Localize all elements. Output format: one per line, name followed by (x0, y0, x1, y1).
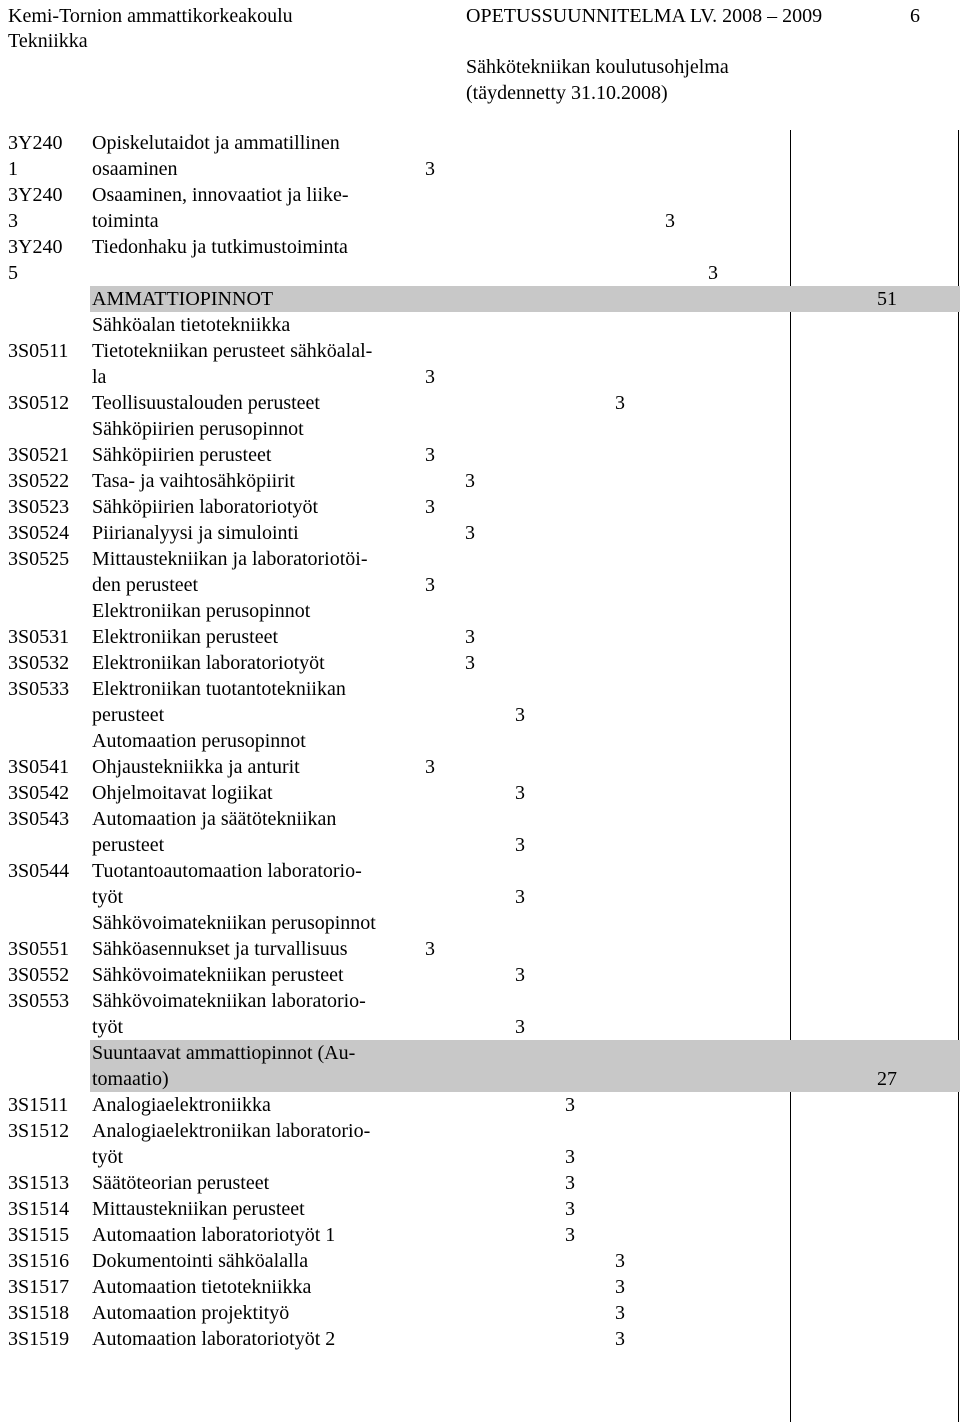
course-row (0, 546, 960, 598)
course-code: 3S0532 (8, 652, 70, 674)
course-row (0, 494, 960, 520)
credit-value: 3 (425, 496, 435, 518)
course-row (0, 858, 960, 910)
course-code: 3S0524 (8, 522, 70, 544)
course-code: 3S1517 (8, 1276, 70, 1298)
course-code: 3S0552 (8, 964, 70, 986)
course-code: 3S1512 (8, 1120, 70, 1142)
course-row (0, 780, 960, 806)
course-name: Piirianalyysi ja simulointi (92, 522, 299, 544)
course-row (0, 1326, 960, 1352)
section-row (0, 1040, 960, 1092)
course-name: Dokumentointi sähköalalla (92, 1250, 309, 1272)
course-code: 3S1515 (8, 1224, 70, 1246)
course-row (0, 962, 960, 988)
credit-value: 3 (465, 626, 475, 648)
credit-value: 3 (515, 886, 525, 908)
credit-value: 3 (425, 158, 435, 180)
credit-value: 3 (665, 210, 675, 232)
course-name: Analogiaelektroniikan laboratorio- työt (92, 1120, 371, 1168)
course-code: 3S0525 (8, 548, 70, 570)
course-code: 3S1514 (8, 1198, 70, 1220)
course-code: 3S1513 (8, 1172, 70, 1194)
course-row (0, 390, 960, 416)
course-code: 3S0553 (8, 990, 70, 1012)
course-code: 3S1516 (8, 1250, 70, 1272)
course-code: 3Y240 5 (8, 236, 63, 284)
course-name: Mittaustekniikan ja laboratoriotöi- den perusteet (92, 548, 368, 596)
course-row (0, 1196, 960, 1222)
course-name: Sähkövoimatekniikan perusopinnot (92, 912, 376, 934)
course-code: 3S0521 (8, 444, 70, 466)
course-code: 3S0512 (8, 392, 70, 414)
course-name: AMMATTIOPINNOT (92, 288, 274, 310)
course-name: Automaation laboratoriotyöt 1 (92, 1224, 336, 1246)
course-row (0, 520, 960, 546)
credit-value: 3 (615, 1302, 625, 1324)
course-code: 3Y240 1 (8, 132, 63, 180)
course-name: Automaation tietotekniikka (92, 1276, 312, 1298)
course-row (0, 624, 960, 650)
credit-value: 3 (515, 964, 525, 986)
credit-value: 3 (515, 704, 525, 726)
course-name: Ohjaustekniikka ja anturit (92, 756, 300, 778)
course-code: 3S0522 (8, 470, 70, 492)
credit-value: 3 (708, 262, 718, 284)
course-row (0, 676, 960, 728)
credit-value: 3 (615, 1276, 625, 1298)
course-name: Sähköasennukset ja turvallisuus (92, 938, 348, 960)
update-note: (täydennetty 31.10.2008) (466, 82, 668, 104)
course-code: 3S0542 (8, 782, 70, 804)
course-row (0, 1092, 960, 1118)
course-name: Sähköalan tietotekniikka (92, 314, 291, 336)
credit-value: 3 (465, 652, 475, 674)
course-code: 3S0551 (8, 938, 70, 960)
group-heading-row (0, 416, 960, 442)
course-row (0, 1274, 960, 1300)
course-name: Sähköpiirien perusopinnot (92, 418, 304, 440)
course-code: 3S1519 (8, 1328, 70, 1350)
department-name: Tekniikka (8, 30, 88, 52)
programme-name: Sähkötekniikan koulutusohjelma (466, 56, 729, 78)
credit-value: 3 (565, 1146, 575, 1168)
course-code: 3S0511 (8, 340, 69, 362)
course-name: Teollisuustalouden perusteet (92, 392, 320, 414)
course-code: 3Y240 3 (8, 184, 63, 232)
credit-value: 3 (565, 1198, 575, 1220)
course-row (0, 130, 960, 182)
course-name: Säätöteorian perusteet (92, 1172, 270, 1194)
credit-value: 3 (615, 392, 625, 414)
course-name: Suuntaavat ammattiopinnot (Au- tomaatio) (92, 1042, 356, 1090)
course-row (0, 1248, 960, 1274)
credit-value: 3 (515, 782, 525, 804)
course-name: Elektroniikan perusopinnot (92, 600, 311, 622)
course-row (0, 754, 960, 780)
course-name: Elektroniikan tuotantotekniikan perusteet (92, 678, 346, 726)
course-row (0, 1300, 960, 1326)
course-row (0, 936, 960, 962)
course-row (0, 1222, 960, 1248)
page-number: 6 (910, 5, 920, 27)
course-row (0, 338, 960, 390)
credit-value: 3 (565, 1172, 575, 1194)
group-heading-row (0, 312, 960, 338)
credit-value: 3 (425, 366, 435, 388)
course-name: Sähkövoimatekniikan perusteet (92, 964, 344, 986)
course-code: 3S0533 (8, 678, 70, 700)
course-row (0, 182, 960, 234)
school-name: Kemi-Tornion ammattikorkeakoulu (8, 5, 293, 27)
course-row (0, 988, 960, 1040)
course-code: 3S0541 (8, 756, 70, 778)
course-code: 3S1511 (8, 1094, 69, 1116)
credit-value: 3 (465, 470, 475, 492)
course-name: Tuotantoautomaation laboratorio- työt (92, 860, 362, 908)
course-name: Tasa- ja vaihtosähköpiirit (92, 470, 295, 492)
course-code: 3S0531 (8, 626, 70, 648)
credit-value: 3 (425, 938, 435, 960)
credit-value: 3 (565, 1224, 575, 1246)
course-name: Sähköpiirien perusteet (92, 444, 272, 466)
course-row (0, 1170, 960, 1196)
curriculum-table (0, 130, 960, 1352)
course-name: Automaation laboratoriotyöt 2 (92, 1328, 336, 1350)
credit-value: 3 (565, 1094, 575, 1116)
course-name: Automaation ja säätötekniikan perusteet (92, 808, 337, 856)
course-name: Analogiaelektroniikka (92, 1094, 271, 1116)
credit-value: 3 (425, 756, 435, 778)
course-code: 3S1518 (8, 1302, 70, 1324)
course-name: Sähkövoimatekniikan laboratorio- työt (92, 990, 366, 1038)
group-heading-row (0, 728, 960, 754)
credit-value: 3 (615, 1250, 625, 1272)
credit-value: 3 (425, 444, 435, 466)
credit-value: 27 (877, 1068, 897, 1090)
course-row (0, 806, 960, 858)
course-row (0, 234, 960, 286)
course-name: Ohjelmoitavat logiikat (92, 782, 273, 804)
course-row (0, 650, 960, 676)
course-name: Tiedonhaku ja tutkimustoiminta (92, 236, 348, 258)
course-name: Automaation perusopinnot (92, 730, 306, 752)
course-name: Automaation projektityö (92, 1302, 290, 1324)
group-heading-row (0, 598, 960, 624)
course-name: Elektroniikan laboratoriotyöt (92, 652, 325, 674)
section-row (0, 286, 960, 312)
course-row (0, 1118, 960, 1170)
course-name: Tietotekniikan perusteet sähköalal- la (92, 340, 373, 388)
course-name: Mittaustekniikan perusteet (92, 1198, 305, 1220)
course-name: Elektroniikan perusteet (92, 626, 279, 648)
course-name: Osaaminen, innovaatiot ja liike- toiminta (92, 184, 349, 232)
course-code: 3S0523 (8, 496, 70, 518)
course-row (0, 468, 960, 494)
course-row (0, 442, 960, 468)
group-heading-row (0, 910, 960, 936)
credit-value: 3 (515, 1016, 525, 1038)
plan-title: OPETUSSUUNNITELMA LV. 2008 – 2009 (466, 5, 823, 27)
document-header (0, 0, 960, 110)
credit-value: 3 (465, 522, 475, 544)
credit-value: 3 (615, 1328, 625, 1350)
course-name: Opiskelutaidot ja ammatillinen osaaminen (92, 132, 340, 180)
credit-value: 3 (515, 834, 525, 856)
credit-value: 51 (877, 288, 897, 310)
course-code: 3S0543 (8, 808, 70, 830)
course-code: 3S0544 (8, 860, 70, 882)
course-name: Sähköpiirien laboratoriotyöt (92, 496, 319, 518)
credit-value: 3 (425, 574, 435, 596)
